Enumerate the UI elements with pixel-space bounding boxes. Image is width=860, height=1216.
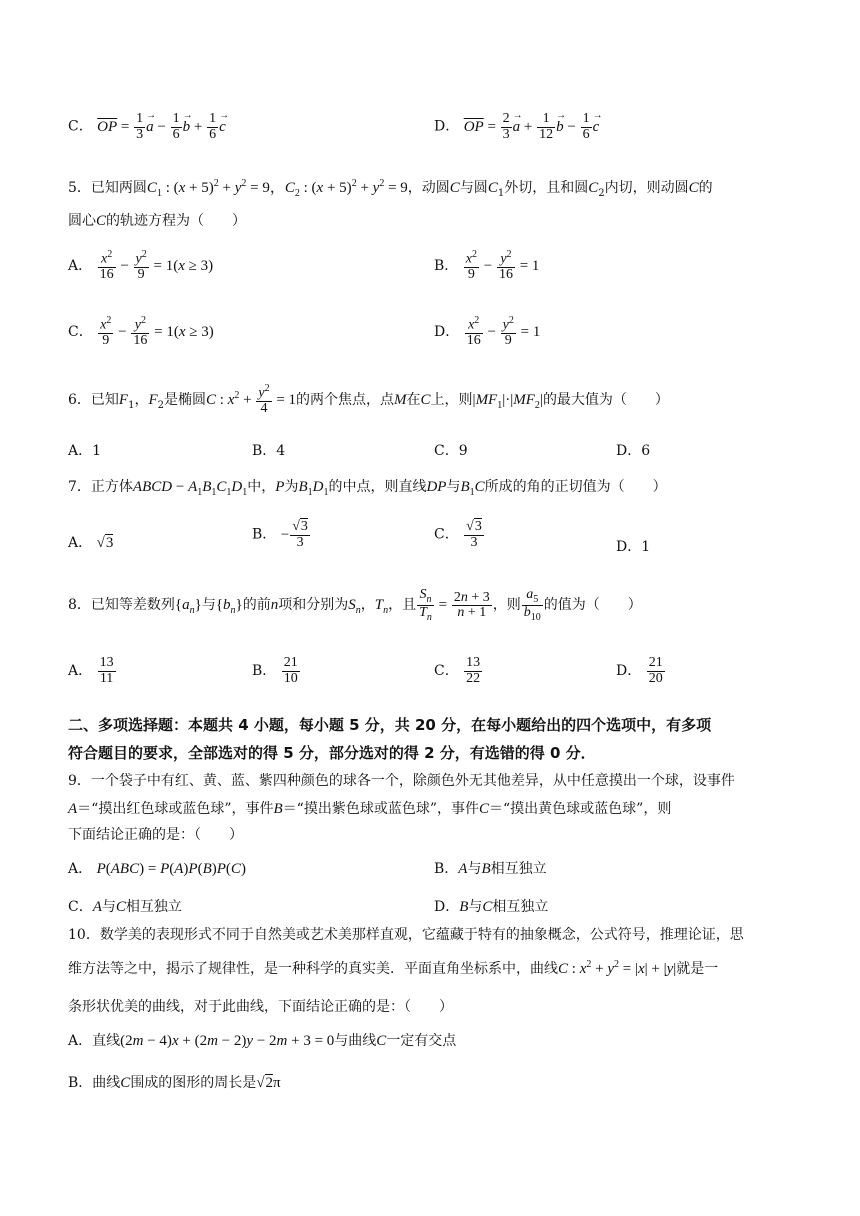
q10-stem-line1: 10．数学美的表现形式不同于自然美或艺术美那样直观，它蕴藏于特有的抽象概念，公式符号，推理论证，思: [68, 927, 744, 943]
q5-stem-line2: 圆心C的轨迹方程为（ ）: [68, 213, 247, 229]
option-text: 相互独立: [125, 899, 182, 915]
q5-option-a: [68, 250, 213, 283]
formula: − $\frac{√3}{3}$: [280, 519, 308, 550]
q8-option-d: D． $\frac{21}{20}$: [616, 655, 663, 686]
q5-option-b: [434, 250, 539, 283]
formula: $\frac{x^2}{9}$ − $\frac{y^2}{16}$ = 1: [465, 249, 540, 283]
formula: $\overline{OP}$ = $\frac{1}{3}$ → a − $\frac{1}{6}$ → b + $\frac{1}{6}$ → c: [97, 119, 226, 135]
q6-option-d: D．6: [616, 443, 651, 459]
section-heading-line2: 符合题目的要求，全部选对的得 5 分，部分选对的得 2 分，有选错的得 0 分．: [68, 744, 596, 762]
option-label: D．: [434, 899, 460, 915]
question-text: 的轨迹方程为（ ）: [106, 213, 247, 229]
question-text: ＝“摸出紫色球或蓝色球”，事件: [282, 801, 479, 817]
option-label: A．: [68, 861, 93, 877]
q9-option-b: B．A与B相互独立: [434, 861, 547, 877]
option-label: D．: [434, 118, 460, 135]
q7-stem: 7．正方体ABCD − $A_1B_1C_1D_1$中，P为$B_1D_1$的中点，则直线DP与$B_1C$所成的角的正切值为（ ）: [68, 479, 667, 498]
q7-option-d: D．1: [616, 539, 651, 555]
option-label: B．: [252, 663, 277, 680]
question-text: 所成的角的正切值为（ ）: [484, 479, 667, 495]
question-text: ，: [360, 597, 375, 614]
question-text: 的两个焦点，点: [296, 391, 395, 408]
option-label: B．: [252, 526, 277, 543]
q8-option-a: A． $\frac{13}{11}$: [68, 655, 114, 686]
question-text: 为: [284, 479, 299, 495]
question-text: ，则: [492, 597, 521, 614]
q6-stem: 6．已知$F_1$，$F_2$是椭圆C : $x^2$ + $\frac{y^2}{4}$ = 1的两个焦点，点M在C上，则$|MF_1|\cdot|MF_2|$的最大值为（ ）: [68, 383, 669, 417]
q10-option-a: A．直线(2m − 4)x + (2m − 2)y − 2m + 3 = 0与曲线C一定有交点: [68, 1033, 457, 1049]
question-text: 7．正方体: [68, 479, 133, 495]
question-text: 的最大值为（ ）: [542, 391, 669, 408]
q9-stem-line3: 下面结论正确的是：（ ）: [68, 827, 243, 843]
question-text: ＝“摸出黄色球或蓝色球”，则: [489, 801, 672, 817]
section-heading-line1: 二、多项选择题：本题共 4 小题，每小题 5 分，共 20 分，在每小题给出的四个选项中，有多项: [68, 716, 712, 734]
formula: √2π: [256, 1075, 281, 1091]
q5-option-c: [68, 316, 214, 349]
option-text: 相互独立: [490, 861, 547, 877]
option-label: B．: [434, 257, 459, 274]
q7-option-a: [68, 532, 113, 552]
q8-option-c: C． $\frac{13}{22}$: [434, 655, 481, 686]
formula: $\frac{√3}{3}$: [466, 519, 482, 550]
question-text: ，: [134, 391, 149, 408]
option-label: C．: [434, 663, 459, 680]
question-text: 的中点，则直线: [328, 479, 427, 495]
question-text: 8．已知等差数列: [68, 597, 175, 614]
formula: $\overline{OP}$ = $\frac{2}{3}$ → a + $\frac{1}{12}$ → b − $\frac{1}{6}$ → c: [464, 119, 600, 135]
q4-option-c: [68, 112, 226, 142]
formula: √3: [96, 535, 114, 551]
question-text: 是椭圆: [164, 391, 207, 408]
q4-option-d: [434, 112, 599, 142]
option-text: 相互独立: [492, 899, 549, 915]
q6-option-c: C．9: [434, 443, 468, 459]
option-text: 与: [467, 861, 482, 877]
q9-stem-line1: 9．一个袋子中有红、黄、蓝、紫四种颜色的球各一个，除颜色外无其他差异，从中任意摸出一个球，设事件: [68, 773, 735, 789]
question-text: 中，: [247, 479, 276, 495]
question-text: 与圆: [459, 180, 488, 196]
question-text: 与: [446, 479, 461, 495]
question-text: 与: [201, 597, 216, 614]
option-label: B．: [434, 861, 459, 877]
q6-option-a: A．1: [68, 443, 102, 459]
question-text: 在: [406, 391, 421, 408]
question-text: 维方法等之中，揭示了规律性，是一种科学的真实美．平面直角坐标系中，曲线: [68, 961, 558, 977]
formula: $\frac{x^2}{16}$ − $\frac{y^2}{9}$ = 1(x ≥ 3): [99, 249, 214, 283]
option-text: 围成的图形的周长是: [130, 1075, 257, 1091]
q10-stem-line3: 条形状优美的曲线，对于此曲线，下面结论正确的是：（ ）: [68, 999, 453, 1015]
option-text: 与: [468, 899, 483, 915]
option-label: A．: [68, 257, 93, 274]
question-text: 上，则: [430, 391, 473, 408]
option-label: C．: [68, 118, 93, 135]
q10-stem-line2: [68, 958, 718, 978]
question-text: ，且: [388, 597, 417, 614]
question-text: 的: [698, 180, 713, 196]
option-text: 与: [101, 899, 116, 915]
formula: (2m − 4)x + (2m − 2)y − 2m + 3 = 0: [120, 1033, 335, 1049]
option-label: C．: [434, 526, 459, 543]
option-label: A．: [68, 535, 93, 551]
q9-option-c: C．A与C相互独立: [68, 899, 182, 915]
question-text: 项和分别为: [278, 597, 349, 614]
formula: $C_1$ : $(x + 5)^2 + y^2 = 9$，$C_2$ : $(x + 5)^2 + y^2 = 9$: [146, 178, 408, 199]
option-label: D．: [616, 663, 642, 680]
formula: $|MF_1|\cdot|MF_2|$: [472, 391, 543, 411]
option-label: D．: [434, 323, 460, 340]
question-text: 6．已知: [68, 391, 119, 408]
option-label: A．: [68, 663, 93, 680]
formula: $\frac{S_n}{T_n}$ = $\frac{2n + 3}{n + 1}$: [419, 587, 490, 624]
formula: C : $x^2$ + $\frac{y^2}{4}$ = 1: [206, 383, 297, 417]
q10-option-b: B．曲线C围成的图形的周长是√2π: [68, 1075, 281, 1091]
q9-option-a: [68, 858, 246, 878]
question-text: 5．已知两圆: [68, 180, 147, 196]
option-label: B．曲线: [68, 1075, 121, 1091]
question-text: 圆心: [68, 213, 96, 229]
question-text: 就是一: [676, 961, 719, 977]
formula: $\frac{x^2}{16}$ − $\frac{y^2}{9}$ = 1: [466, 315, 541, 349]
question-text: ＝“摸出红色球或蓝色球”，事件: [77, 801, 274, 817]
formula: P(ABC) = P(A)P(B)P(C): [96, 861, 246, 877]
question-text: 的前: [242, 597, 271, 614]
option-label: C．: [68, 899, 93, 915]
formula: ABCD − $A_1B_1C_1D_1$: [132, 479, 248, 498]
question-text: 的值为（ ）: [543, 597, 642, 614]
option-label: C．: [68, 323, 93, 340]
question-text: 内切，则动圆: [604, 180, 689, 196]
question-text: 外切，且和圆: [504, 180, 589, 196]
q6-option-b: B．4: [252, 443, 286, 459]
q9-option-d: D．B与C相互独立: [434, 899, 549, 915]
q9-stem-line2: A＝“摸出红色球或蓝色球”，事件B＝“摸出紫色球或蓝色球”，事件C＝“摸出黄色球或蓝色球”，则: [68, 801, 672, 817]
option-text: 一定有交点: [386, 1033, 457, 1049]
question-text: ，动圆: [407, 180, 450, 196]
q8-stem: 8．已知等差数列$\{a_n\}$与$\{b_n\}$的前n项和分别为$S_n$，$T_n$，且 $\frac{S_n}{T_n}$ = $\frac{2n + 3}{n + 1}$ ，则 $\frac{a_5}{b_{10}}$ 的值为（ ）: [68, 587, 642, 624]
option-label: A．直线: [68, 1033, 121, 1049]
q5-stem-line1: 5．已知两圆$C_1$ : $(x + 5)^2 + y^2 = 9$，$C_2$ : $(x + 5)^2 + y^2 = 9$，动圆C与圆$C_1$外切，且和圆$C_2$内切，则动圆C的: [68, 178, 713, 199]
q7-option-c: [434, 520, 485, 550]
q7-option-b: [252, 520, 311, 550]
option-text: 与曲线: [334, 1033, 377, 1049]
q5-option-d: [434, 316, 540, 349]
formula: C : $x^2 + y^2 = |x| + |y|$: [558, 959, 677, 977]
formula: $\frac{x^2}{9}$ − $\frac{y^2}{16}$ = 1(x ≥ 3): [100, 315, 214, 349]
q8-option-b: B． $\frac{21}{10}$: [252, 655, 298, 686]
